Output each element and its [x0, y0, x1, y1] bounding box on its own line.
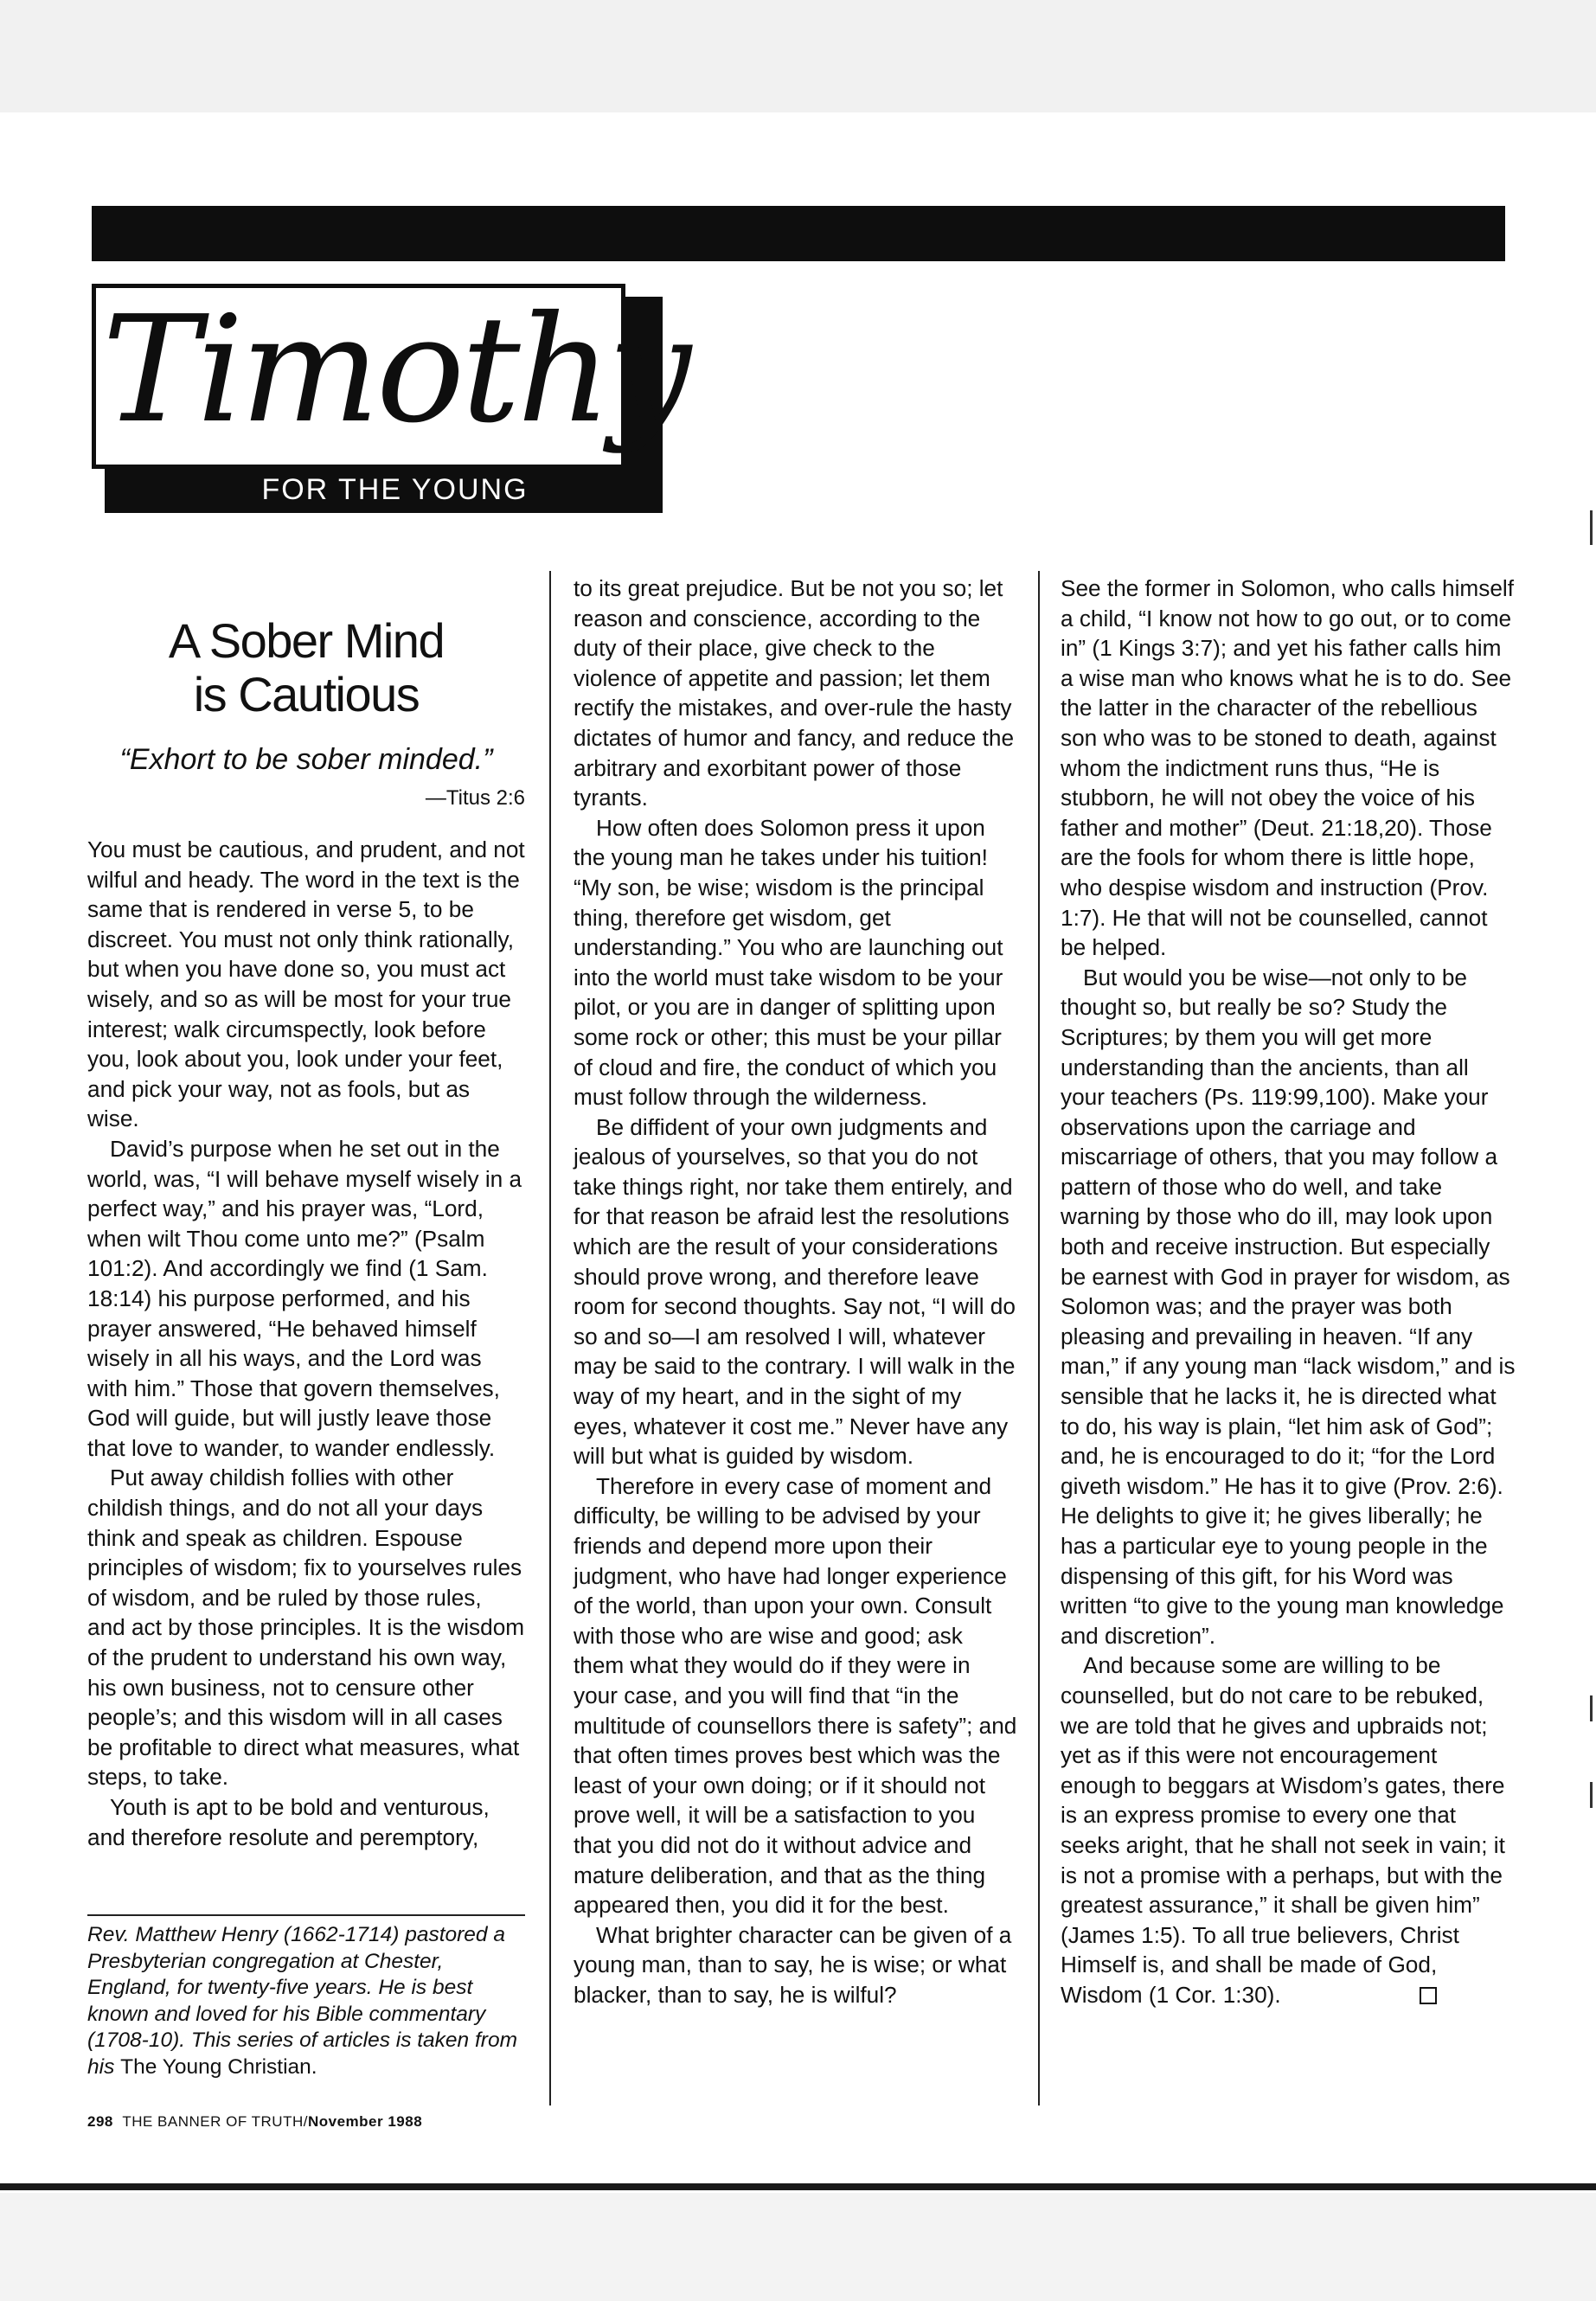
page-bottom-margin: [0, 2193, 1596, 2301]
scan-edge-mark: [1590, 1695, 1593, 1721]
paragraph: You must be cautious, and prudent, and not wilful and heady. The word in the text is the same that is rendered in verse 5, to be discreet. You must not only think rationally, but when you have done so, you must act wisely, and so as will be most for your true interest; walk circumspectly, look before you, look about you, look under your feet, and pick your way, not as fools, but as wise.: [87, 836, 525, 1132]
end-of-article-icon: [1420, 1987, 1437, 2004]
column-3: [1061, 574, 1517, 2010]
masthead-bar: [92, 206, 1505, 261]
paragraph: What brighter character can be given of a young man, than to say, he is wise; or what blacker, than to say, he is wilful?: [574, 1921, 1012, 2008]
page-footer: [87, 2112, 422, 2132]
page-number: 298: [87, 2113, 113, 2130]
paragraph: But would you be wise—not only to be thought so, but really be so? Study the Scriptures; by them you will get more understanding than the ancients, than all your teachers (Ps. 119:99,100). Make your observations upon the carriage and miscarriage of others, that you may follow a pattern of those who do well, and take warning by those who do ill, may look upon both and receive instruction. But especially be earnest with God in prayer for wisdom, as Solomon was; and the prayer was both pleasing and prevailing in heaven. “If any man,” if any young man “lack wisdom,” and is sensible that he lacks it, he is directed what to do, his way is plain, “let him ask of God”; and, he is encouraged to do it; “for the Lord giveth wisdom.” He has it to give (Prov. 2:6). He delights to give it; he gives liberally; he has a particular eye to young people in the dispensing of this gift, for his Word was written “to give to the young man knowledge and discretion”.: [1061, 964, 1516, 1649]
issue-date: November 1988: [307, 2113, 423, 2130]
bio-divider: [87, 1914, 525, 1916]
scan-edge-mark: [1590, 1782, 1593, 1808]
paragraph: Put away childish follies with other childish things, and do not all your days think and speak as children. Espouse principles of wisdom; fix to yourselves rules of wisdom, and be ruled by those rules, and act by those principles. It is the wisdom of the prudent to understand his own way, his own business, not to censure other people’s; and this wisdom will in all cases be profitable to direct what measures, what steps, to take.: [87, 1465, 525, 1791]
bottom-edge-rule: [0, 2183, 1596, 2190]
article-title: [87, 614, 525, 721]
epigraph: “Exhort to be sober minded.”: [119, 743, 493, 776]
column-1: [87, 835, 525, 1852]
masthead-subtitle: FOR THE YOUNG: [261, 473, 529, 506]
paragraph: Be diffident of your own judgments and jealous of yourselves, so that you do not take things right, nor take them entirely, and for that reason be afraid lest the resolutions which are the result of your considerations should prove wrong, and therefore leave room for second thoughts. Say not, “I will do so and so—I am resolved I will, whatever may be said to the contrary. I will walk in the way of my heart, and in the sight of my eyes, whatever it cost me.” Never have any will but what is guided by wisdom.: [574, 1113, 1016, 1470]
scan-edge-mark: [1590, 510, 1593, 545]
page-top-margin: [0, 0, 1596, 112]
paragraph: [1061, 1650, 1517, 2009]
paragraph-text: And because some are willing to be counselled, but do not care to be rebuked, we are told that he gives and upbraids not; yet as if this were not encouragement enough to beggars at Wisdom’s gates, there is an express promise to every one that seeks aright, that he shall not seek in vain; it is not a promise with a perhaps, but with the greatest assurance,” it shall be given him” (James 1:5). To all true believers, Christ Himself is, and shall be made of God, Wisdom (1 Cor. 1:30).: [1061, 1652, 1505, 2008]
paragraph: to its great prejudice. But be not you so; let reason and conscience, according to the duty of their place, give check to the violence of appetite and passion; let them rectify the mistakes, and over-rule the hasty dictates of humor and fancy, and reduce the arbitrary and exorbitant power of those tyrants.: [574, 575, 1015, 811]
masthead-title: Timothy: [102, 285, 689, 456]
paragraph: See the former in Solomon, who calls himself a child, “I know not how to go out, or to come in” (1 Kings 3:7); and yet his father calls him a wise man who knows what he is to do. See the latter in the character of the rebellious son who was to be stoned to death, against whom the indictment runs thus, “He is stubborn, he will not obey the voice of his father and mother” (Deut. 21:18,20). Those are the fools for whom there is little hope, who despise wisdom and instruction (Prov. 1:7). He that will not be counselled, cannot be helped.: [1061, 575, 1514, 961]
author-bio: [87, 1922, 525, 2080]
article-title-line: is Cautious: [193, 667, 420, 721]
book-title: The Young Christian.: [120, 2054, 317, 2079]
epigraph-reference: —Titus 2:6: [425, 786, 525, 810]
article-title-line: A Sober Mind: [168, 613, 445, 668]
column-divider: [1038, 571, 1040, 2106]
publication-name: THE BANNER OF TRUTH/: [122, 2113, 308, 2130]
author-bio-text: Rev. Matthew Henry (1662-1714) pastored a Presbyterian congregation at Chester, England, for twenty-five years. He is best known and loved for his Bible commentary (1708-10). This series of articles is taken from his: [87, 1923, 517, 2079]
paragraph: David’s purpose when he set out in the world, was, “I will behave myself wisely in a perfect way,” and his prayer was, “Lord, when wilt Thou come unto me?” (Psalm 101:2). And accordingly we find (1 Sam. 18:14) his purpose performed, and his prayer answered, “He behaved himself wisely in all his ways, and the Lord was with him.” Those that govern themselves, God will guide, but will justly leave those that love to wander, to wander endlessly.: [87, 1135, 522, 1461]
column-2: [574, 574, 1018, 2010]
paragraph: Youth is apt to be bold and venturous, and therefore resolute and peremptory,: [87, 1794, 490, 1850]
paragraph: Therefore in every case of moment and difficulty, be willing to be advised by your friends and depend more upon their judgment, who have had longer experience of the world, than upon your own. Consult with those who are wise and good; ask them what they would do if they were in your case, and you will find that “in the multitude of counsellors there is safety”; and that often times proves best which was the least of your own doing; or if it should not prove well, it will be a satisfaction to you that you did not do it without advice and mature deliberation, and that as the thing appeared then, you did it for the best.: [574, 1472, 1017, 1919]
paragraph: How often does Solomon press it upon the young man he takes under his tuition! “My son, be wise; wisdom is the principal thing, therefore get wisdom, get understanding.” You who are launching out into the world must take wisdom to be your pilot, or you are in danger of splitting upon some rock or other; this must be your pillar of cloud and fire, the conduct of which you must follow through the wilderness.: [574, 814, 1003, 1111]
column-divider: [549, 571, 551, 2106]
